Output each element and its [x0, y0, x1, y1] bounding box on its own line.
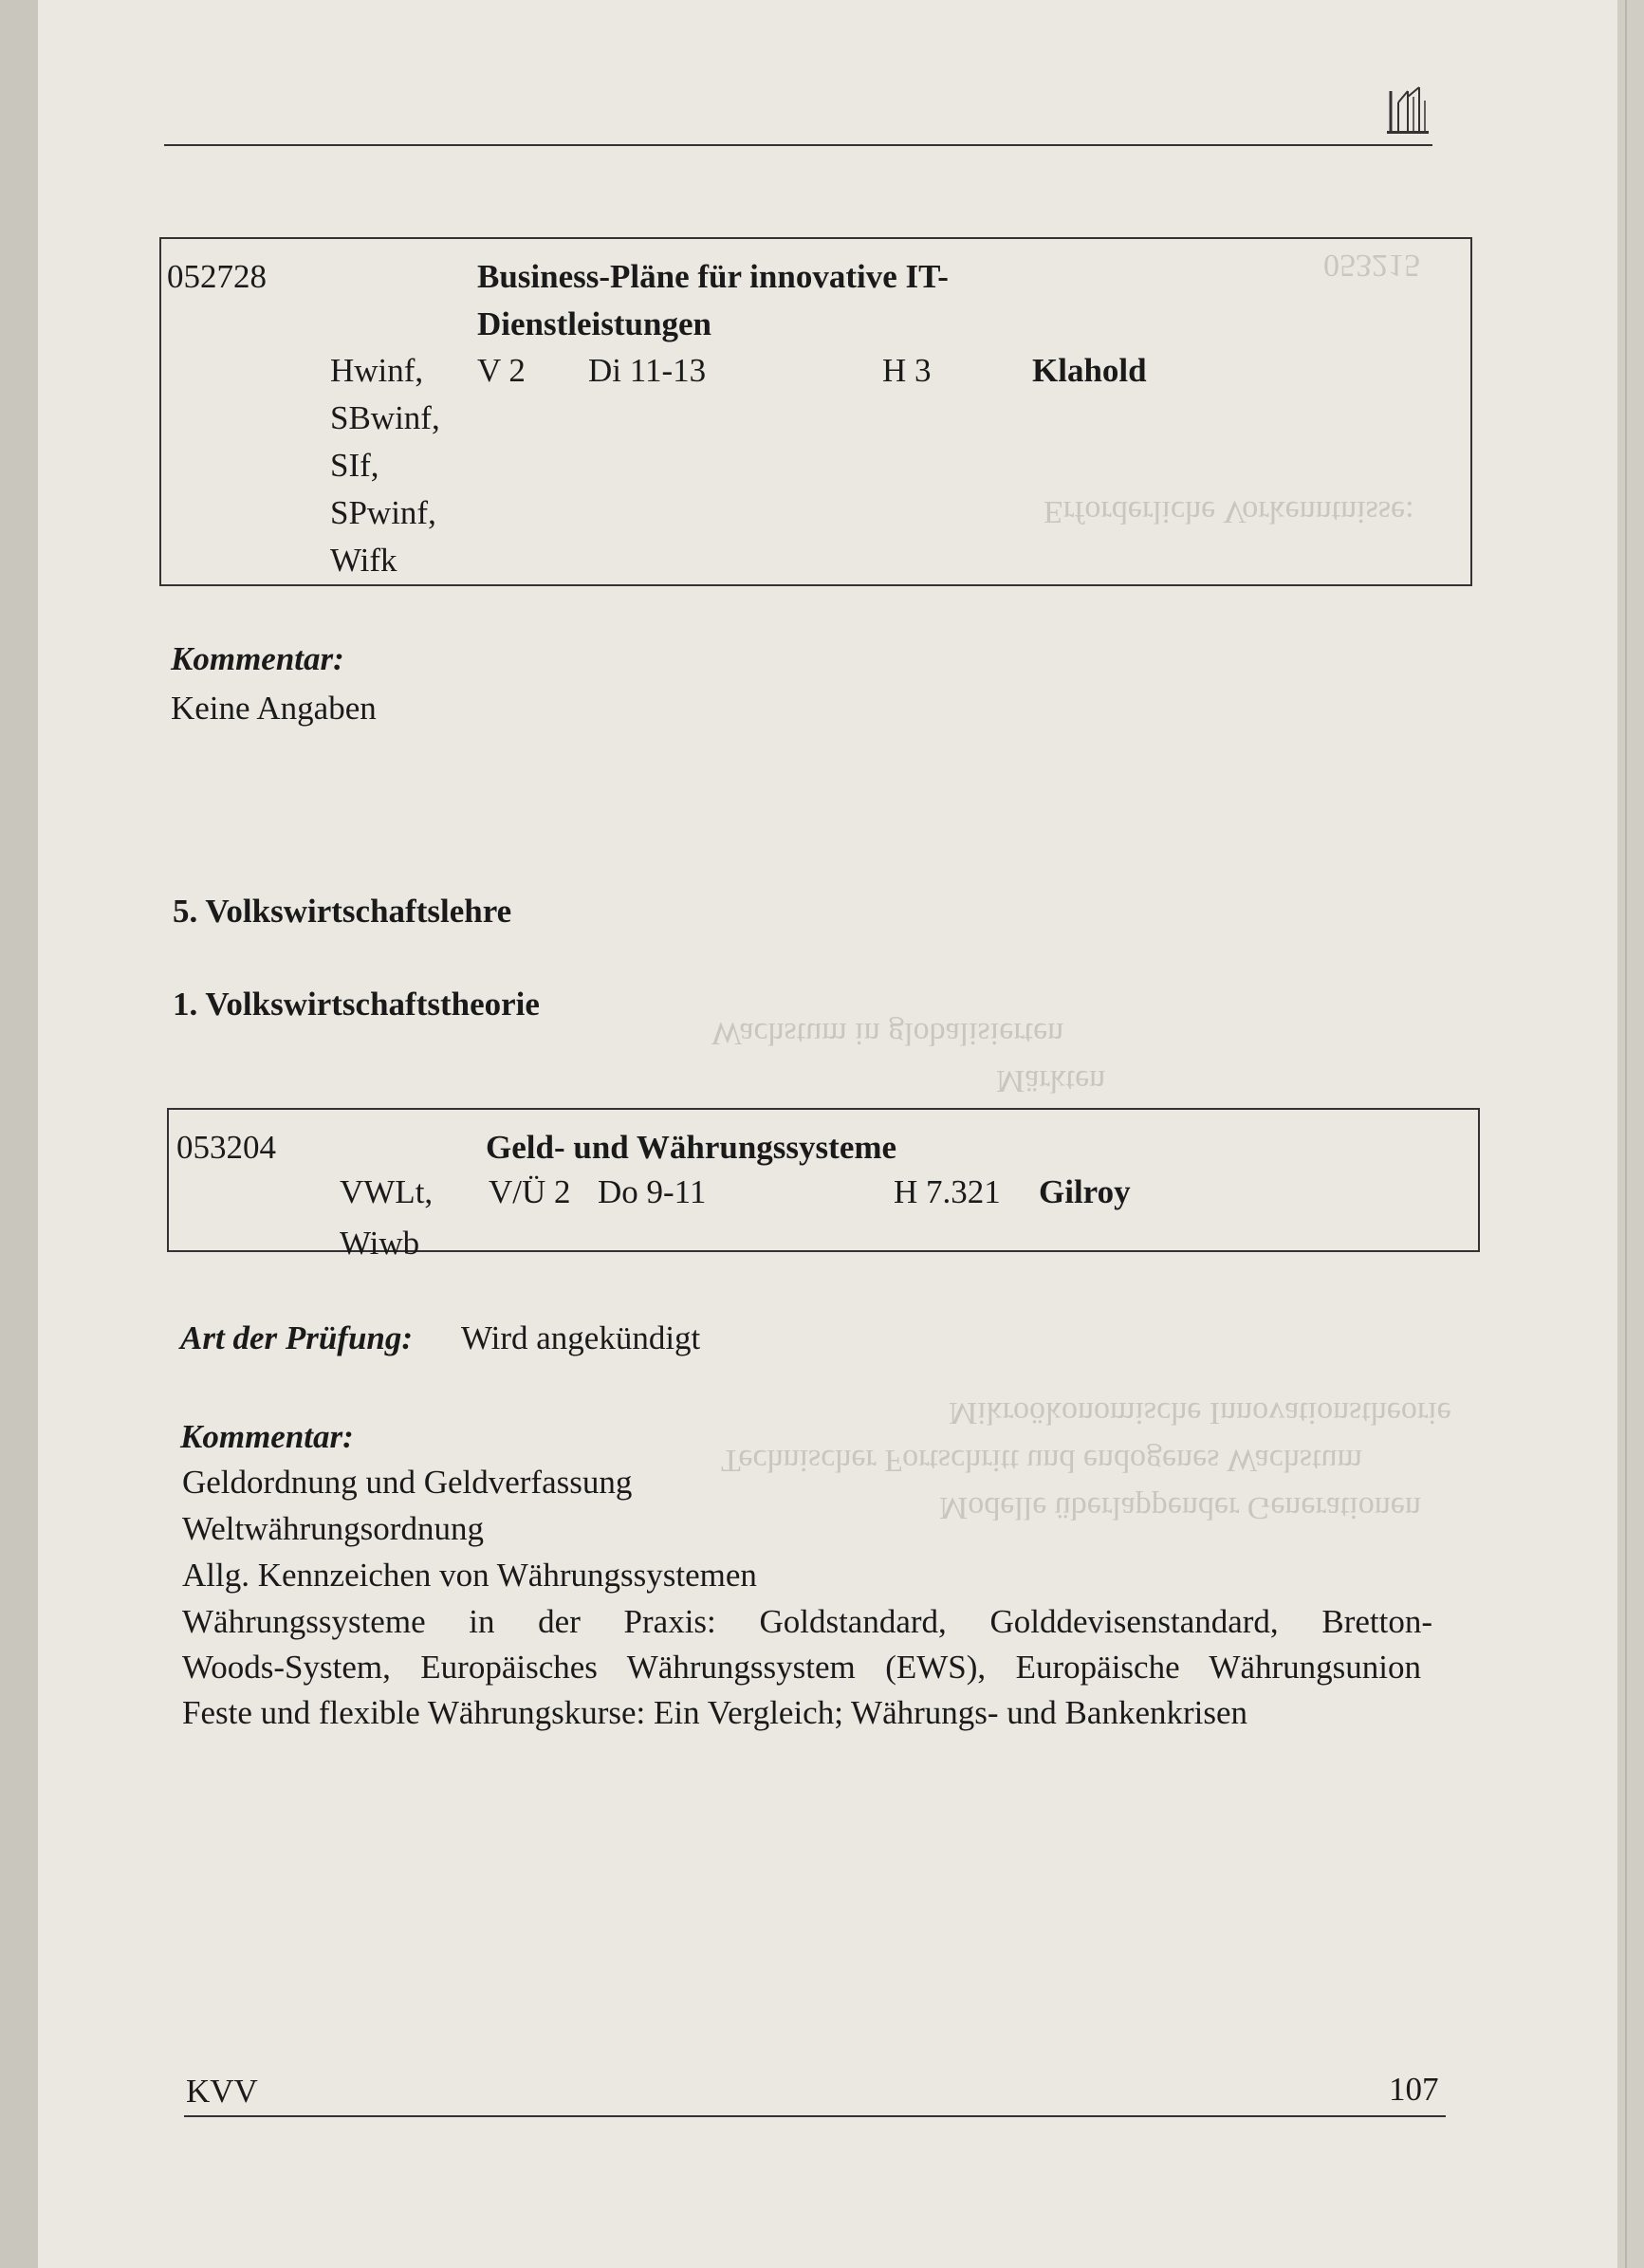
exam-label: Art der Prüfung: [180, 1319, 414, 1356]
exam-value: Wird angekündigt [461, 1319, 701, 1356]
comment-label: Kommentar: [171, 640, 344, 677]
bleed-through-text: Märkten [996, 1063, 1106, 1098]
footer-rule [184, 2115, 1446, 2117]
subsection-heading: 1. Volkswirtschaftstheorie [173, 986, 540, 1023]
course-number: 053204 [176, 1129, 276, 1166]
course-time: Do 9-11 [598, 1173, 707, 1210]
course-program: Wiwb [340, 1225, 420, 1262]
course-room: H 3 [882, 352, 932, 389]
bleed-through-text: Technischer Fortschritt und endogenes Wachstum [721, 1443, 1362, 1478]
bleed-through-text: 053215 [1323, 248, 1420, 283]
course-title: Geld- und Währungssysteme [486, 1129, 897, 1166]
course-program: VWLt, [340, 1173, 434, 1210]
course-title: Dienstleistungen [477, 305, 711, 342]
course-title: Business-Pläne für innovative IT- [477, 258, 949, 295]
comment-label: Kommentar: [180, 1418, 354, 1455]
section-heading: 5. Volkswirtschaftslehre [173, 893, 512, 930]
course-type: V 2 [477, 352, 526, 389]
course-program: Wifk [330, 542, 397, 579]
comment-line: Feste und flexible Währungskurse: Ein Vergleich; Währungs- und Bankenkrisen [182, 1694, 1248, 1731]
comment-text: Keine Angaben [171, 690, 377, 727]
footer-label: KVV [186, 2073, 258, 2110]
book-spine [0, 0, 38, 2268]
comment-line: Währungssysteme in der Praxis: Goldstandard, Golddevisenstandard, Bretton- [182, 1603, 1432, 1640]
comment-line: Allg. Kennzeichen von Währungssystemen [182, 1557, 757, 1594]
library-stamp-icon [1385, 83, 1431, 142]
bleed-through-text: Wachstum in globalisierten [711, 1016, 1064, 1051]
course-type: V/Ü 2 [489, 1173, 571, 1210]
course-room: H 7.321 [894, 1173, 1001, 1210]
page-edge [1617, 0, 1644, 2268]
bleed-through-text: Modelle überlappender Generationen [939, 1490, 1421, 1525]
bleed-through-text: Erforderliche Vorkenntnisse: [1044, 494, 1414, 529]
course-lecturer: Klahold [1032, 352, 1147, 389]
course-program: SIf, [330, 447, 379, 484]
page-number: 107 [1389, 2071, 1439, 2108]
course-program: Hwinf, [330, 352, 424, 389]
bleed-through-text: Mikroökonomische Innovationstheorie [949, 1395, 1451, 1430]
comment-line: Woods-System, Europäisches Währungssystem (EWS), Europäische Währungsunion [182, 1649, 1421, 1686]
comment-line: Weltwährungsordnung [182, 1510, 484, 1547]
course-program: SBwinf, [330, 399, 440, 436]
comment-line: Geldordnung und Geldverfassung [182, 1464, 633, 1501]
course-program: SPwinf, [330, 494, 436, 531]
header-rule [164, 144, 1432, 146]
course-lecturer: Gilroy [1039, 1173, 1131, 1210]
course-time: Di 11-13 [588, 352, 707, 389]
course-number: 052728 [167, 258, 267, 295]
